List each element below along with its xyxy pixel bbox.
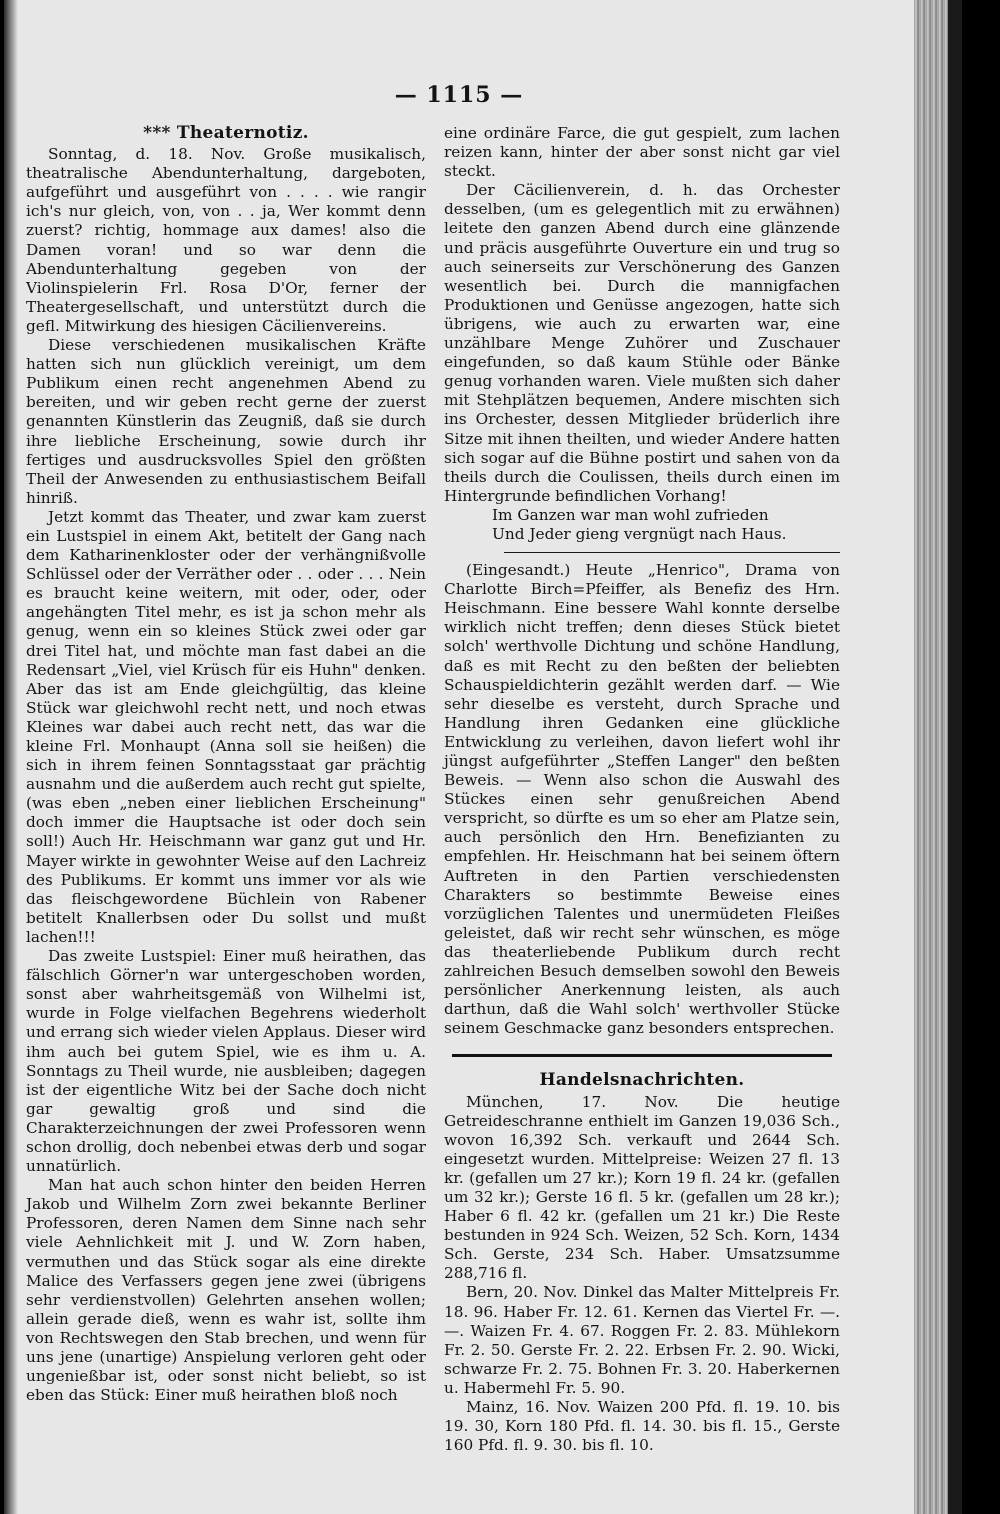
- article-paragraph: (Eingesandt.) Heute „Henrico", Drama von Charlotte Birch=Pfeiffer, als Benefiz des Hrn. Heischmann. Eine bessere Wahl konnte derselbe wirklich nicht treffen; denn dieses Stück bietet solch' werthvolle Dichtung und schöne Handlung, daß es mit Recht zu den beßten der beliebten Schauspieldichterin gezählt werden darf. — Wie sehr dieselbe es versteht, durch Sprache und Handlung ihren Gedanken eine glückliche Entwicklung zu verleihen, davon liefert wohl ihr jüngst aufgeführter „Steffen Langer" den beßten Beweis. — Wenn also schon die Auswahl des Stückes einen sehr genußreichen Abend verspricht, so dürfte es um so eher am Platze sein, auch persönlich den Hrn. Benefizianten zu empfehlen. Hr. Heischmann hat bei seinem öftern Auftreten in den Partien verschiedensten Charakters so bestimmte Beweise eines vorzüglichen Talentes und unermüdeten Fleißes geleistet, daß wir recht sehr wünschen, es möge das theaterliebende Publikum durch recht zahlreichen Besuch demselben sowohl den Beweis persönlicher Anerkennung leisten, als auch darthun, daß die Wahl solch' werthvoller Stücke seinem Geschmacke ganz besonders entsprechen.: [444, 561, 840, 1038]
- article-paragraph: Diese verschiedenen musikalischen Kräfte hatten sich nun glücklich vereinigt, um dem Publikum einen recht angenehmen Abend zu bereiten, und wir geben recht gerne der zuerst genannten Künstlerin das Zeugniß, daß sie durch ihre liebliche Erscheinung, sowie durch ihr fertiges und ausdrucksvolles Spiel den größten Theil der Anwesenden zu enthusiastischem Beifall hinriß.: [26, 336, 426, 507]
- article-paragraph: Man hat auch schon hinter den beiden Herren Jakob und Wilhelm Zorn zwei bekannte Berliner Professoren, deren Namen dem Sinne nach sehr viele Aehnlichkeit mit J. und W. Zorn haben, vermuthen und das Stück sogar als eine direkte Malice des Verfassers gegen jene zwei (übrigens sehr verdienstvollen) Gelehrten ansehen wollen; allein gerade dieß, wenn es wahr ist, sollte ihm von Rechtswegen den Stab brechen, und wenn für uns jene (unartige) Anspielung verloren geht oder ungenießbar ist, oder sonst nicht beliebt, so ist eben das Stück: Einer muß heirathen bloß noch: [26, 1176, 426, 1405]
- right-column: [444, 124, 840, 1455]
- verse-line: Und Jeder gieng vergnügt nach Haus.: [492, 524, 787, 543]
- page-edge-shadow: [4, 0, 18, 1514]
- theater-heading: *** Theaternotiz.: [143, 123, 309, 143]
- article-paragraph: Das zweite Lustspiel: Einer muß heirathen, das fälschlich Görner'n war untergeschoben worden, sonst aber wahrheitsgemäß von Wilhelmi ist, wurde in Folge vielfachen Begehrens wiederholt und errang sich wieder vielen Applaus. Dieser wird ihm auch bei gutem Spiel, wie es ihm u. A. Sonntags zu Theil wurde, nie ausbleiben; dagegen ist der eigentliche Witz bei der Sache doch nicht gar gewaltig groß und sind die Charakterzeichnungen der zwei Professoren wenn schon drollig, doch nebenbei etwas derb und sogar unnatürlich.: [26, 947, 426, 1176]
- section-divider: [504, 552, 840, 553]
- article-paragraph: Jetzt kommt das Theater, und zwar kam zuerst ein Lustspiel in einem Akt, betitelt der Gang nach dem Katharinenkloster oder der verhängnißvolle Schlüssel oder der Verräther oder . . oder . . . Nein es braucht keine weitern, mit oder, oder, oder angehängten Titel mehr, es ist ja schon mehr als genug, wenn ein so kleines Stück zwei oder gar drei Titel hat, und möchte man fast dabei an die Redensart „Viel, viel Krüsch für eis Huhn" denken. Aber das ist am Ende gleichgültig, das kleine Stück war gleichwohl recht nett, und noch etwas Kleines war dabei auch recht nett, das war die kleine Frl. Monhaupt (Anna soll sie heißen) die sich in ihrem feinen Sonntagsstaat gar prächtig ausnahm und die außerdem auch recht gut spielte, (was eben „neben einer lieblichen Erscheinung" doch immer die Hauptsache ist oder doch sein soll!) Auch Hr. Heischmann war ganz gut und Hr. Mayer wirkte in gewohnter Weise auf den Lachreiz des Publikums. Er kommt uns immer vor als wie das fleischgewordene Büchlein von Rabener betitelt Knallerbsen oder Du sollst und mußt lachen!!!: [26, 507, 426, 946]
- market-report: Bern, 20. Nov. Dinkel das Malter Mittelpreis Fr. 18. 96. Haber Fr. 12. 61. Kernen das Viertel Fr. —. —. Waizen Fr. 4. 67. Roggen Fr. 2. 83. Mühlekorn Fr. 2. 50. Gerste Fr. 2. 22. Erbsen Fr. 2. 90. Wicki, schwarze Fr. 2. 75. Bohnen Fr. 3. 20. Haberkernen u. Habermehl Fr. 5. 90.: [444, 1283, 840, 1397]
- market-report: München, 17. Nov. Die heutige Getreideschranne enthielt im Ganzen 19,036 Sch., wovon 16,392 Sch. verkauft und 2644 Sch. eingesetzt wurden. Mittelpreise: Weizen 27 fl. 13 kr. (gefallen um 27 kr.); Korn 19 fl. 24 kr. (gefallen um 32 kr.); Gerste 16 fl. 5 kr. (gefallen um 28 kr.); Haber 6 fl. 42 kr. (gefallen um 21 kr.) Die Reste bestunden in 924 Sch. Weizen, 52 Sch. Korn, 1434 Sch. Gerste, 234 Sch. Haber. Umsatzsumme 288,716 fl.: [444, 1092, 840, 1283]
- article-paragraph: eine ordinäre Farce, die gut gespielt, zum lachen reizen kann, hinter der aber sonst nicht gar viel steckt.: [444, 124, 840, 181]
- article-paragraph: Sonntag, d. 18. Nov. Große musikalisch, theatralische Abendunterhaltung, dargeboten, aufgeführt und ausgeführt von . . . . wie rangir ich's nur gleich, von, von . . ja, Wer kommt denn zuerst? richtig, hommage aux dames! also die Damen voran! und so war denn die Abendunterhaltung gegeben von der Violinspielerin Frl. Rosa D'Or, ferner der Theatergesellschaft, und unterstützt durch die gefl. Mitwirkung des hiesigen Cäcilienvereins.: [26, 145, 426, 335]
- article-paragraph: Der Cäcilienverein, d. h. das Orchester desselben, (um es gelegentlich mit zu erwähnen) leitete den ganzen Abend durch eine glänzende und präcis ausgeführte Ouverture ein und trug so auch seinerseits zur Verschönerung des Ganzen wesentlich bei. Durch die mannigfachen Produktionen und Genüsse angezogen, hatte sich übrigens, wie auch zu erwarten war, eine unzählbare Menge Zuhörer und Zuschauer eingefunden, so daß kaum Stühle oder Bänke genug vorhanden waren. Viele mußten sich daher mit Stehplätzen bequemen, Andere mischten sich ins Orchester, dessen Mitglieder brüderlich ihre Sitze mit ihnen theilten, und wieder Andere hatten sich sogar auf die Bühne postirt und sahen von da theils durch die Coulissen, theils durch einen im Hintergrunde befindlichen Vorhang!: [444, 181, 840, 505]
- page-number: — 1115 —: [394, 82, 524, 108]
- section-divider-thick: [452, 1054, 832, 1057]
- market-report: Mainz, 16. Nov. Waizen 200 Pfd. fl. 19. 10. bis 19. 30, Korn 180 Pfd. fl. 14. 30. bis fl. 15., Gerste 160 Pfd. fl. 9. 30. bis fl. 10.: [444, 1398, 840, 1455]
- left-column: [26, 124, 426, 1405]
- newspaper-page: [4, 0, 962, 1514]
- book-spine-edge: [948, 0, 962, 1514]
- commerce-heading: Handelsnachrichten.: [539, 1070, 745, 1091]
- verse-line: Im Ganzen war man wohl zufrieden: [492, 505, 769, 524]
